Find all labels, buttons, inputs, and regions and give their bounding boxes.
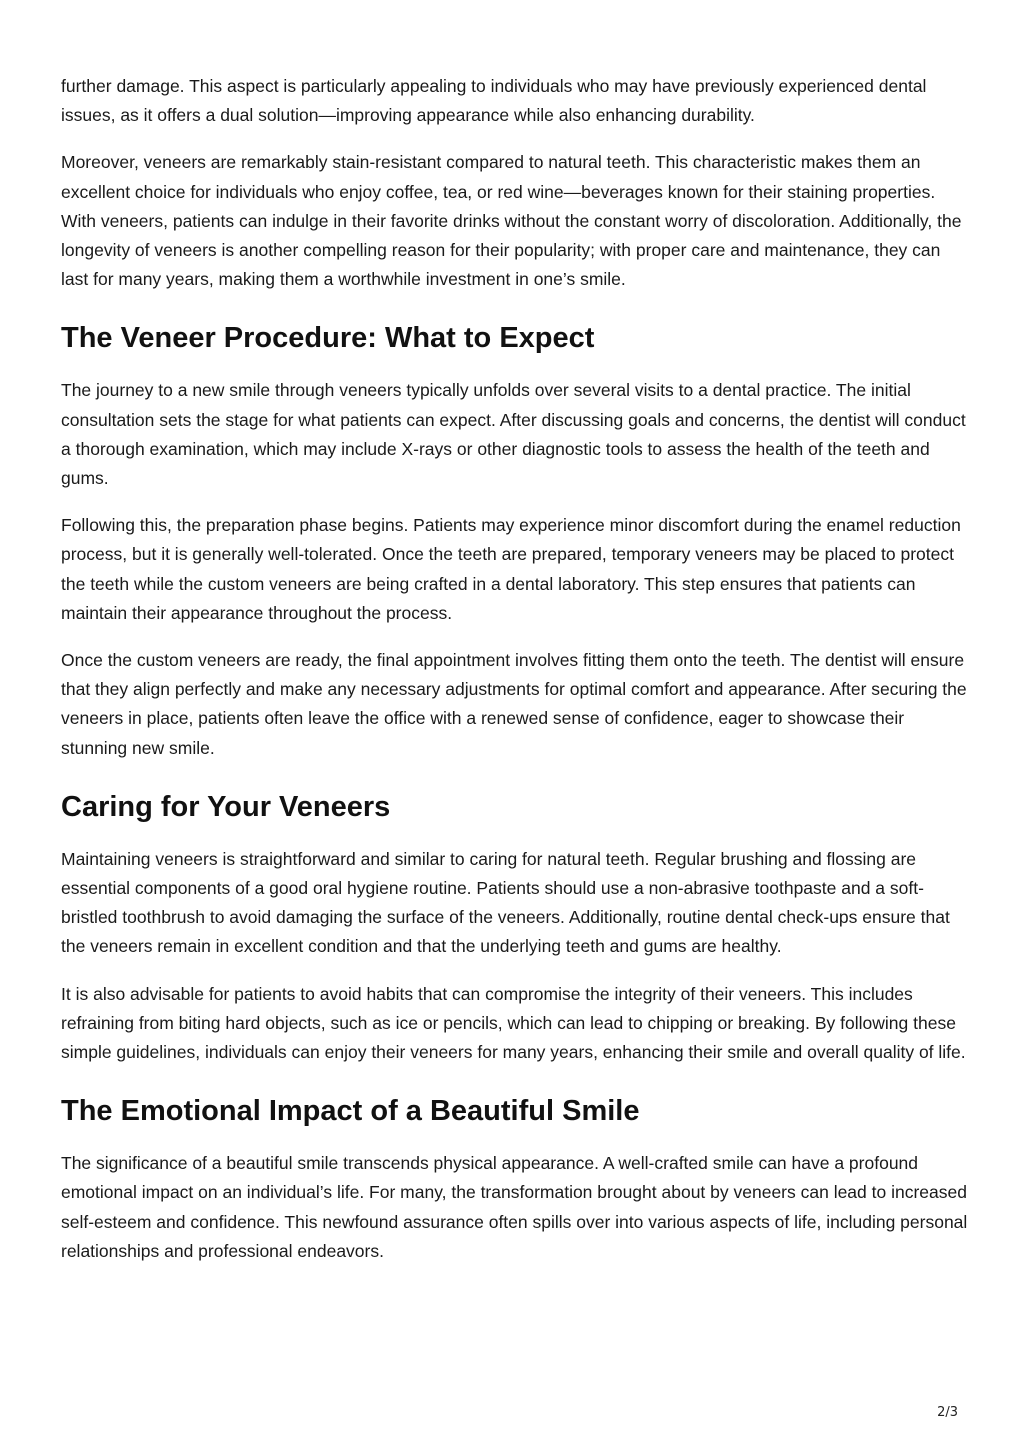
section-heading-caring: Caring for Your Veneers <box>61 790 391 823</box>
paragraph: The journey to a new smile through veneers typically unfolds over several visits to a dental practice. The initial consultation sets the stage for what patients can expect. After discussing goals and concerns, the dentist will conduct a thorough examination, which may include X-rays or other diagnostic tools to assess the health of the teeth and gums. <box>61 380 966 489</box>
paragraph: It is also advisable for patients to avoid habits that can compromise the integrity of their veneers. This includes refraining from biting hard objects, such as ice or pencils, which can lead to chipping or breaking. By following these simple guidelines, individuals can enjoy their veneers for many years, enhancing their smile and overall quality of life. <box>61 983 966 1063</box>
section-heading-emotional-impact: The Emotional Impact of a Beautiful Smile <box>61 1095 640 1128</box>
document-body <box>61 72 969 1284</box>
paragraph: further damage. This aspect is particularly appealing to individuals who may have previously experienced dental issues, as it offers a dual solution—improving appearance while also enhancing durability. <box>61 76 927 126</box>
paragraph: Maintaining veneers is straightforward and similar to caring for natural teeth. Regular brushing and flossing are essential components of a good oral hygiene routine. Patients should use a non-abrasive toothpaste and a soft-bristled toothbrush to avoid damaging the surface of the veneers. Additionally, routine dental check-ups ensure that the veneers remain in excellent condition and that the underlying teeth and gums are healthy. <box>61 848 950 957</box>
paragraph: The significance of a beautiful smile transcends physical appearance. A well-crafted smile can have a profound emotional impact on an individual’s life. For many, the transformation brought about by veneers can lead to increased self-esteem and confidence. This newfound assurance often spills over into various aspects of life, including personal relationships and professional endeavors. <box>61 1153 968 1261</box>
page-number: 2/3 <box>937 1405 958 1420</box>
section-heading-procedure: The Veneer Procedure: What to Expect <box>61 322 595 355</box>
paragraph: Following this, the preparation phase begins. Patients may experience minor discomfort during the enamel reduction process, but it is generally well-tolerated. Once the teeth are prepared, temporary veneers may be placed to protect the teeth while the custom veneers are being crafted in a dental laboratory. This step ensures that patients can maintain their appearance throughout the process. <box>61 515 961 623</box>
paragraph: Moreover, veneers are remarkably stain-resistant compared to natural teeth. This characteristic makes them an excellent choice for individuals who enjoy coffee, tea, or red wine—beverages known for their staining properties. With veneers, patients can indulge in their favorite drinks without the constant worry of discoloration. Additionally, the longevity of veneers is another compelling reason for their popularity; with proper care and maintenance, they can last for many years, making them a worthwhile investment in one’s smile. <box>61 152 962 290</box>
paragraph: Once the custom veneers are ready, the final appointment involves fitting them onto the teeth. The dentist will ensure that they align perfectly and make any necessary adjustments for optimal comfort and appearance. After securing the veneers in place, patients often leave the office with a renewed sense of confidence, eager to showcase their stunning new smile. <box>61 650 967 758</box>
